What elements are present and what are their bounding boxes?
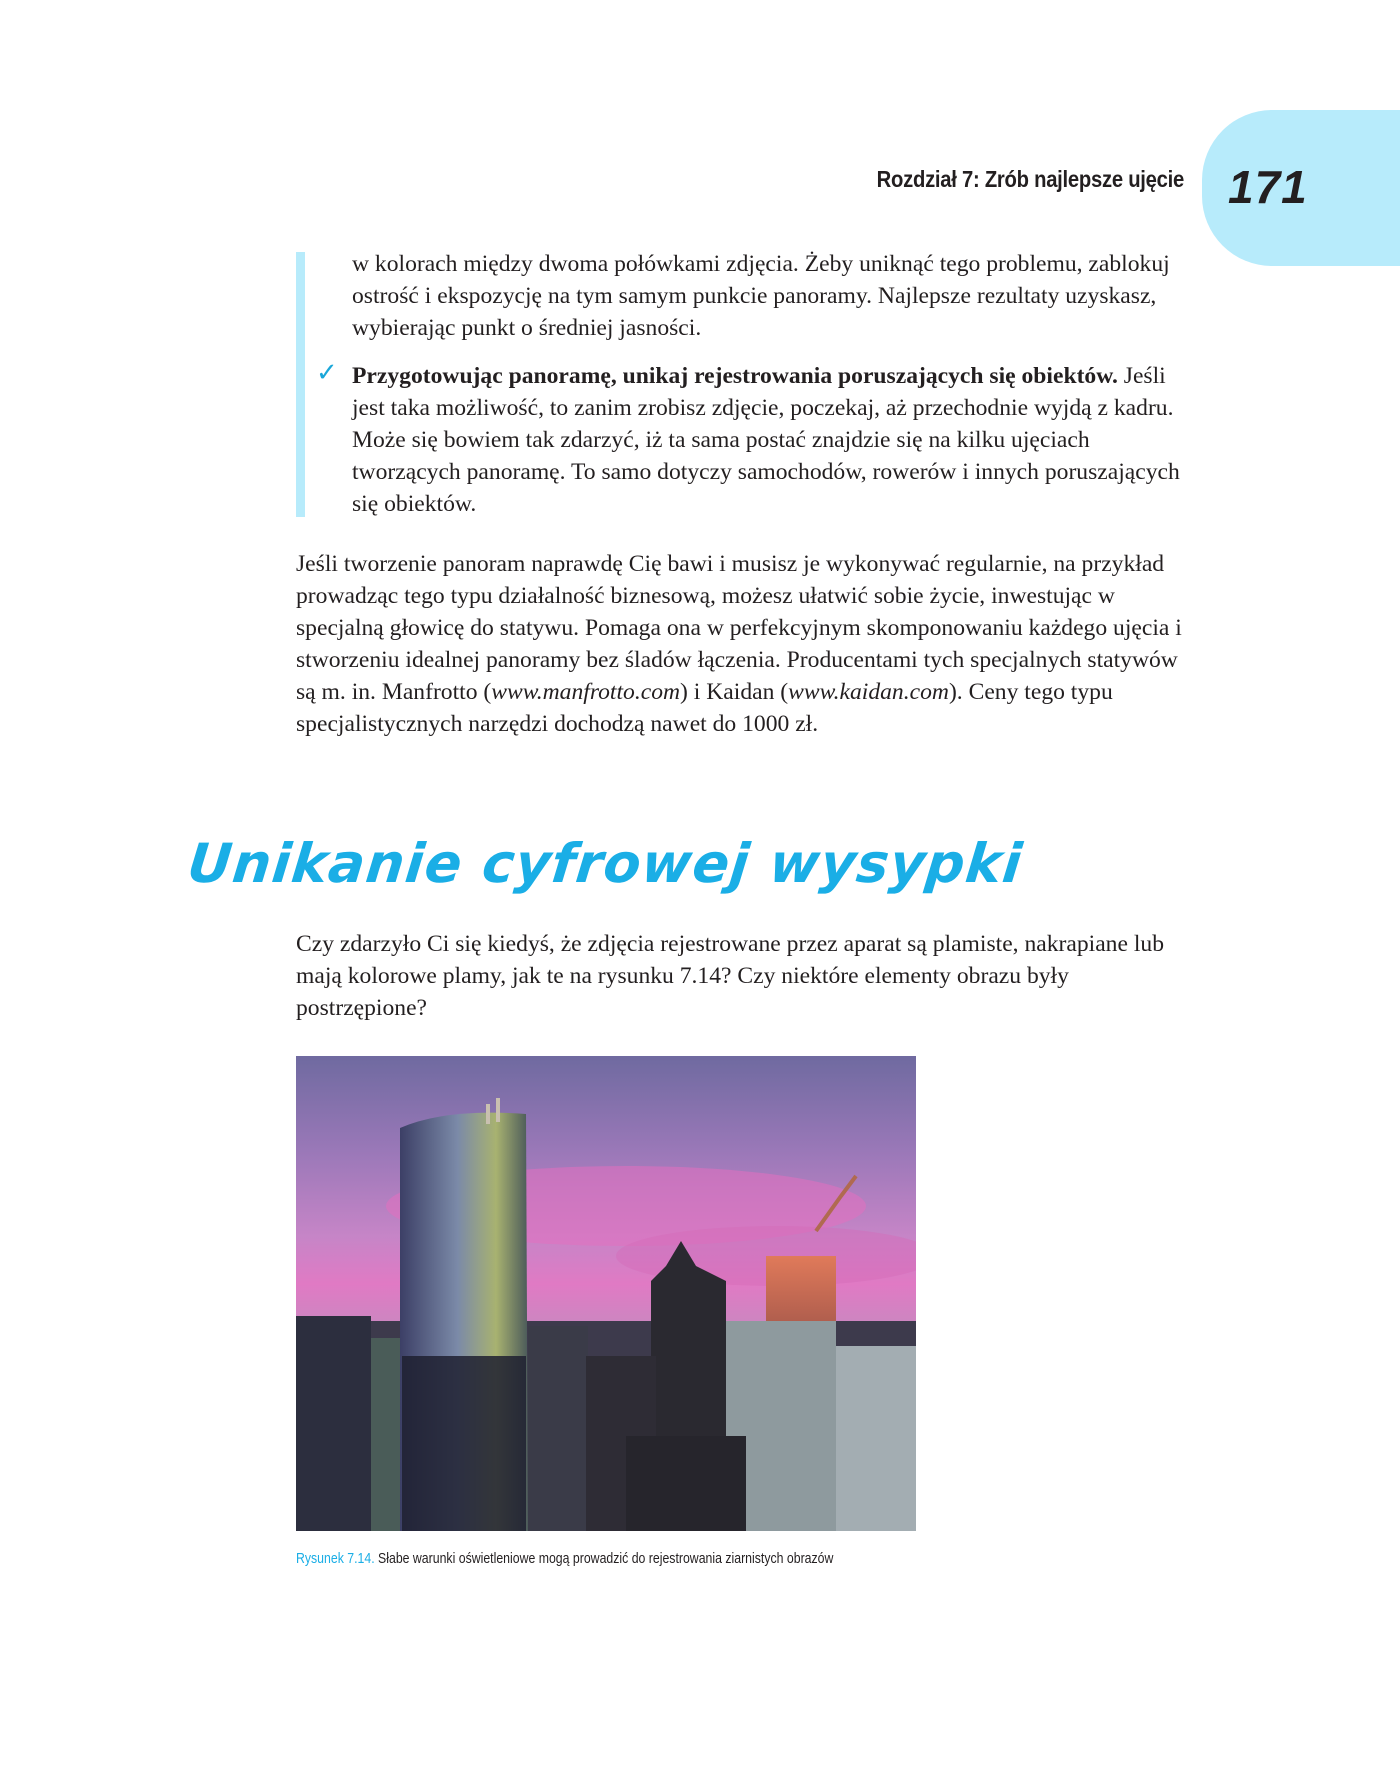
figure-caption [296, 1550, 833, 1567]
link-manfrotto: www.manfrotto.com [491, 679, 681, 705]
bullet-bold-lead: Przygotowując panoramę, unikaj rejestrowania poruszających się obiektów. [352, 363, 1118, 389]
figure-skyline-photo [296, 1056, 916, 1531]
chapter-header: Rozdział 7: Zrób najlepsze ujęcie [876, 166, 1184, 192]
page-number: 171 [1228, 161, 1308, 213]
section-paragraph: Czy zdarzyło Ci się kiedyś, że zdjęcia rejestrowane przez aparat są plamiste, nakrapiane lub mają kolorowe plamy, jak te na rysunku 7.14? Czy niektóre elementy obrazu były postrzępione? [296, 931, 1164, 1021]
paragraph-text: Jeśli tworzenie panoram naprawdę Cię bawi i musisz je wykonywać regularnie, na przykład prowadząc tego typu działalność biznesową, możesz ułatwić sobie życie, inwestując w specjalną głowicę do statywu. Pomaga ona w perfekcyjnym skomponowaniu każdego ujęcia i stworzeniu idealnej panoramy bez śladów łączenia. Producentami tych specjalnych statywów są m. in. Manfrotto ( [296, 551, 1182, 705]
paragraph-text: ) i Kaidan ( [680, 679, 789, 705]
sidebar-continued-text: w kolorach między dwoma połówkami zdjęcia. Żeby uniknąć tego problemu, zablokuj ostrość i ekspozycję na tym samym punkcie panoramy. Najlepsze rezultaty uzyskasz, wybierając punkt o średniej jasności. [352, 251, 1170, 341]
checkmark-icon: ✓ [316, 358, 338, 388]
caption-text: Słabe warunki oświetleniowe mogą prowadzić do rejestrowania ziarnistych obrazów [378, 1550, 834, 1567]
caption-label: Rysunek 7.14. [296, 1550, 375, 1567]
section-heading: Unikanie cyfrowej wysypki [184, 832, 1026, 895]
sidebar-accent-bar [296, 252, 305, 517]
paragraph-text: ). Ceny tego typu specjalistycznych narzędzi dochodzą nawet do 1000 zł. [296, 679, 1113, 737]
link-kaidan: www.kaidan.com [788, 679, 949, 705]
skyline-illustration [296, 1056, 916, 1531]
bullet-body: Jeśli jest taka możliwość, to zanim zrobisz zdjęcie, poczekaj, aż przechodnie wyjdą z kadru. Może się bowiem tak zdarzyć, iż ta sama postać znajdzie się na kilku ujęciach tworzących panoramę. To samo dotyczy samochodów, rowerów i innych poruszających się obiektów. [352, 363, 1180, 517]
body-paragraph [296, 548, 1196, 740]
bullet-item [352, 360, 1192, 520]
